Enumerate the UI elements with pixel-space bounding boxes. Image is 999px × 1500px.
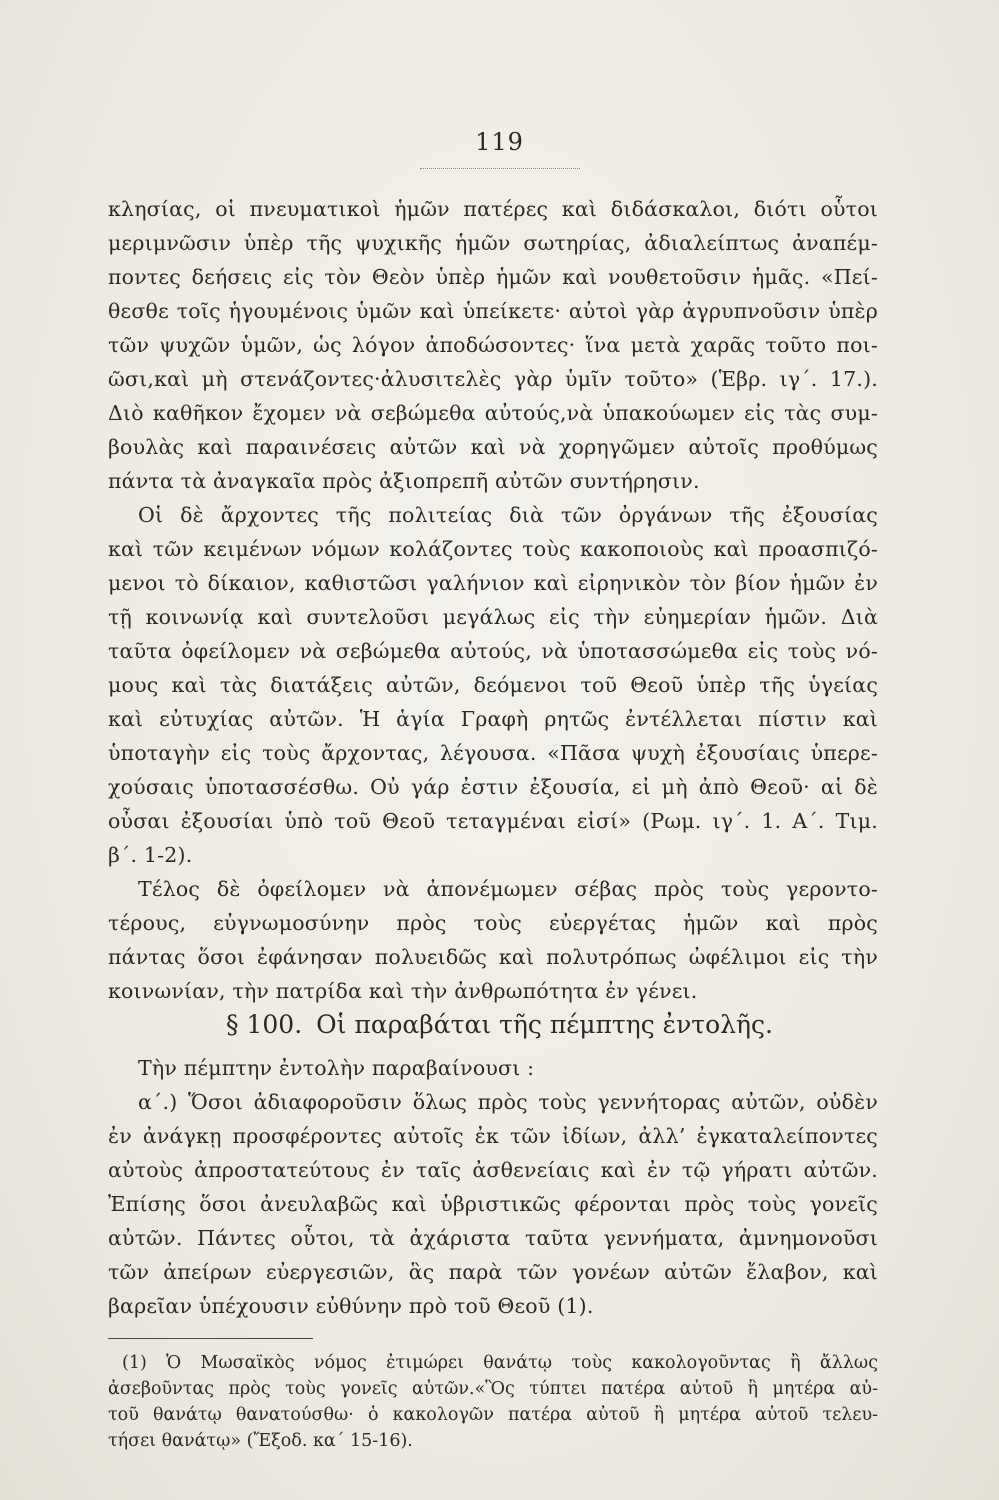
text-line: Ἐπίσης ὅσοι ἀνευλαβῶς καὶ ὑβριστικῶς φέρονται πρὸς τοὺς γονεῖς [108,1192,878,1216]
text-line: θεσθε τοῖς ἡγουμένοις ὑμῶν καὶ ὑπείκετε· αὐτοὶ γὰρ ἀγρυπνοῦσιν ὑπὲρ [108,299,878,323]
text-line: τέρους, εὐγνωμοσύνην πρὸς τοὺς εὐεργέτας ἡμῶν καὶ πρὸς [108,911,878,935]
footnote-rule [108,1338,313,1339]
text-line: μεριμνῶσιν ὑπὲρ τῆς ψυχικῆς ἡμῶν σωτηρίας, ἀδιαλείπτως ἀναπέμ- [108,231,878,255]
text-line: τῶν ἀπείρων εὐεργεσιῶν, ἃς παρὰ τῶν γονέων αὐτῶν ἔλαβον, καὶ [108,1260,878,1284]
text-line: βουλὰς καὶ παραινέσεις αὐτῶν καὶ νὰ χορηγῶμεν αὐτοῖς προθύμως [108,435,878,459]
text-line: Οἱ δὲ ἄρχοντες τῆς πολιτείας διὰ τῶν ὀργάνων τῆς ἐξουσίας [138,503,878,527]
text-line: καὶ εὐτυχίας αὐτῶν. Ἡ ἁγία Γραφὴ ρητῶς ἐντέλλεται πίστιν καὶ [108,707,878,731]
page-number-rule [420,168,580,169]
section-number: § 100. [226,1010,303,1039]
intro-line: Τὴν πέμπτην ἐντολὴν παραβαίνουσι : [138,1056,535,1080]
text-line: βαρεῖαν ὑπέχουσιν εὐθύνην πρὸ τοῦ Θεοῦ (1). [108,1294,594,1318]
text-line: τῶν ψυχῶν ὑμῶν, ὡς λόγον ἀποδώσοντες· ἵνα μετὰ χαρᾶς τοῦτο ποι- [108,333,878,357]
footnote-line: ἀσεβοῦντας πρὸς τοὺς γονεῖς αὐτῶν.«Ὃς τύπτει πατέρα αὐτοῦ ἢ μητέρα αὐ- [108,1379,878,1399]
text-line: μενοι τὸ δίκαιον, καθιστῶσι γαλήνιον καὶ εἰρηνικὸν τὸν βίον ἡμῶν ἐν [108,571,878,595]
text-line: ὑποταγὴν εἰς τοὺς ἄρχοντας, λέγουσα. «Πᾶσα ψυχὴ ἐξουσίαις ὑπερε- [108,741,878,765]
section-heading [0,1008,999,1042]
text-line: μους καὶ τὰς διατάξεις αὐτῶν, δεόμενοι τοῦ Θεοῦ ὑπὲρ τῆς ὑγείας [108,673,878,697]
text-line: οὖσαι ἐξουσίαι ὑπὸ τοῦ Θεοῦ τεταγμέναι εἰσί» (Ρωμ. ιγ΄. 1. Α΄. Τιμ. [108,809,878,833]
text-line: πάντα τὰ ἀναγκαῖα πρὸς ἀξιοπρεπῆ αὐτῶν συντήρησιν. [108,469,700,493]
footnote-line: (1) Ὁ Μωσαϊκὸς νόμος ἐτιμώρει θανάτῳ τοὺς κακολογοῦντας ἢ ἄλλως [122,1353,878,1373]
page-number: 119 [475,128,524,156]
text-line: ἐν ἀνάγκῃ προσφέροντες αὐτοῖς ἐκ τῶν ἰδίων, ἀλλ’ ἐγκαταλείποντες [108,1124,878,1148]
text-line: πάντας ὅσοι ἐφάνησαν πολυειδῶς καὶ πολυτρόπως ὠφέλιμοι εἰς τὴν [108,945,878,969]
text-line: α΄.) Ὅσοι ἀδιαφοροῦσιν ὅλως πρὸς τοὺς γεννήτορας αὐτῶν, οὐδὲν [138,1090,878,1114]
text-line: ῶσι,καὶ μὴ στενάζοντες·ἀλυσιτελὲς γὰρ ὑμῖν τοῦτο» (Ἑβρ. ιγ΄. 17.). [108,367,878,391]
text-line: Διὸ καθῆκον ἔχομεν νὰ σεβώμεθα αὐτούς,νὰ ὑπακούωμεν εἰς τὰς συμ- [108,401,878,425]
text-line: τῇ κοινωνίᾳ καὶ συντελοῦσι μεγάλως εἰς τὴν εὐημερίαν ἡμῶν. Διὰ [108,605,878,629]
text-line: Τέλος δὲ ὀφείλομεν νὰ ἀπονέμωμεν σέβας πρὸς τοὺς γεροντο- [138,877,878,901]
text-line: αὐτῶν. Πάντες οὗτοι, τὰ ἀχάριστα ταῦτα γεννήματα, ἀμνημονοῦσι [108,1226,878,1250]
text-line: ταῦτα ὀφείλομεν νὰ σεβώμεθα αὐτούς, νὰ ὑποτασσώμεθα εἰς τοὺς νό- [108,639,878,663]
text-line: αὐτοὺς ἀπροστατεύτους ἐν ταῖς ἀσθενείαις καὶ ἐν τῷ γήρατι αὐτῶν. [108,1158,878,1182]
text-line: ποντες δεήσεις εἰς τὸν Θεὸν ὑπὲρ ἡμῶν καὶ νουθετοῦσιν ἡμᾶς. «Πεί- [108,265,878,289]
footnote-line: τήσει θανάτῳ» (Ἔξοδ. κα΄ 15-16). [108,1431,413,1451]
text-line: χούσαις ὑποτασσέσθω. Οὐ γάρ ἐστιν ἐξουσία, εἰ μὴ ἀπὸ Θεοῦ· αἱ δὲ [108,775,878,799]
footnote-line: τοῦ θανάτῳ θανατούσθω· ὁ κακολογῶν πατέρα αὐτοῦ ἢ μητέρα αὐτοῦ τελευ- [108,1405,878,1425]
text-line: κοινωνίαν, τὴν πατρίδα καὶ τὴν ἀνθρωπότητα ἐν γένει. [108,979,698,1003]
text-line: κλησίας, οἱ πνευματικοὶ ἡμῶν πατέρες καὶ διδάσκαλοι, διότι οὗτοι [108,197,878,221]
text-line: β΄. 1-2). [108,843,193,867]
section-title: Οἱ παραβάται τῆς πέμπτης ἐντολῆς. [316,1010,773,1039]
text-line: καὶ τῶν κειμένων νόμων κολάζοντες τοὺς κακοποιοὺς καὶ προασπιζό- [108,537,878,561]
